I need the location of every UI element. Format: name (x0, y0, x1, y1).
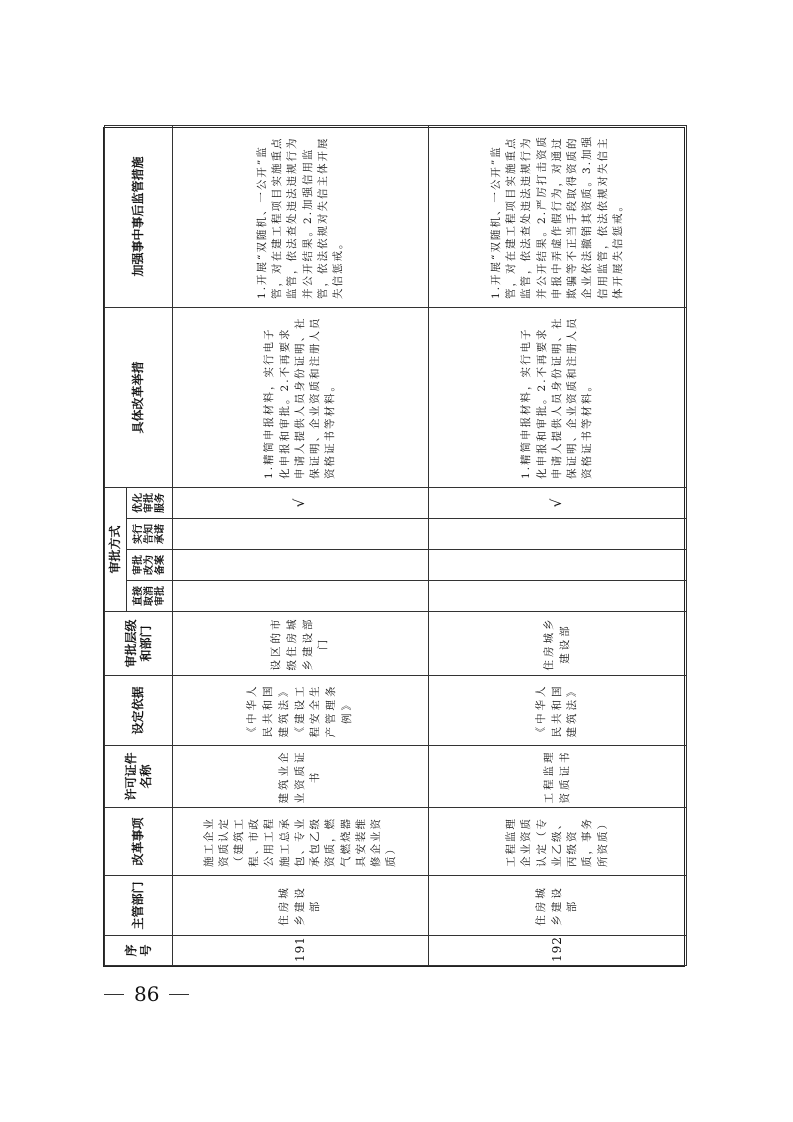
header-seq: 序号 (105, 936, 173, 966)
cell-dept: 住房城乡建设部 (429, 876, 687, 936)
page-number: 86 (134, 982, 160, 1006)
cell-mode-optimize-check: √ (173, 487, 429, 518)
header-reform: 具体改革举措 (105, 307, 173, 487)
cell-supervision: 1.开展“双随机、一公开”监管，对在建工程项目实施重点监管，依法查处违法违规行为并公开结果。2.严厉打击资质申报中弄虚作假行为，对通过欺骗等不正当手段取得资质的企业依法撤销其资质。3.加强信用监管，依法依规对失信主体开展失信惩戒。 (429, 125, 687, 307)
header-mode-cancel: 直接取消审批 (127, 581, 173, 612)
cell-level: 设区的市级住房城乡建设部门 (173, 612, 429, 676)
header-dept: 主管部门 (105, 876, 173, 936)
cell-mode-cancel (429, 581, 687, 612)
reform-table (104, 125, 687, 966)
header-license: 许可证件名称 (105, 746, 173, 808)
cell-mode-cancel (173, 581, 429, 612)
cell-license: 工程监理资质证书 (429, 746, 687, 808)
rotated-table (103, 127, 685, 967)
cell-item: 施工企业资质认定（建筑工程、市政公用工程施工总承包、专业承包乙级资质，燃气燃烧器具安装维修企业资质） (173, 808, 429, 876)
cell-level: 住房城乡建设部 (429, 612, 687, 676)
table-row (429, 125, 687, 965)
cell-seq: 192 (429, 936, 687, 966)
header-row-top (105, 125, 127, 965)
table-row (173, 125, 429, 965)
cell-mode-filing (173, 550, 429, 581)
cell-mode-filing (429, 550, 687, 581)
header-supervision: 加强事中事后监管措施 (105, 125, 173, 307)
cell-item: 工程监理企业资质认定（专业乙级、丙级资质，事务所资质） (429, 808, 687, 876)
cell-reform: 1.精简申报材料，实行电子化申报和审批。2.不再要求申请人提供人员身份证明、社保证明、企业资质和注册人员资格证书等材料。 (429, 307, 687, 487)
header-basis: 设定依据 (105, 676, 173, 746)
cell-basis: 《中华人民共和国建筑法》《建设工程安全生产管理条例》 (173, 676, 429, 746)
cell-mode-notify (429, 519, 687, 550)
cell-supervision: 1.开展“双随机、一公开”监管，对在建工程项目实施重点监管，依法查处违法违规行为并公开结果。2.加强信用监管，依法依规对失信主体开展失信惩戒。 (173, 125, 429, 307)
header-item: 改革事项 (105, 808, 173, 876)
cell-mode-notify (173, 519, 429, 550)
footer-dash-right (169, 994, 189, 995)
header-mode-notify: 实行告知承诺 (127, 519, 173, 550)
header-mode-group: 审批方式 (105, 487, 127, 611)
page-footer (104, 982, 224, 1006)
header-level: 审批层级和部门 (105, 612, 173, 676)
cell-license: 建筑业企业资质证书 (173, 746, 429, 808)
footer-dash-left (104, 994, 124, 995)
cell-dept: 住房城乡建设部 (173, 876, 429, 936)
cell-basis: 《中华人民共和国建筑法》 (429, 676, 687, 746)
cell-seq: 191 (173, 936, 429, 966)
header-mode-filing: 审批改为备案 (127, 550, 173, 581)
header-mode-optimize: 优化审批服务 (127, 487, 173, 518)
rotated-table-frame (103, 127, 685, 967)
cell-reform: 1.精简申报材料，实行电子化申报和审批。2.不再要求申请人提供人员身份证明、社保证明、企业资质和注册人员资格证书等材料。 (173, 307, 429, 487)
cell-mode-optimize-check: √ (429, 487, 687, 518)
